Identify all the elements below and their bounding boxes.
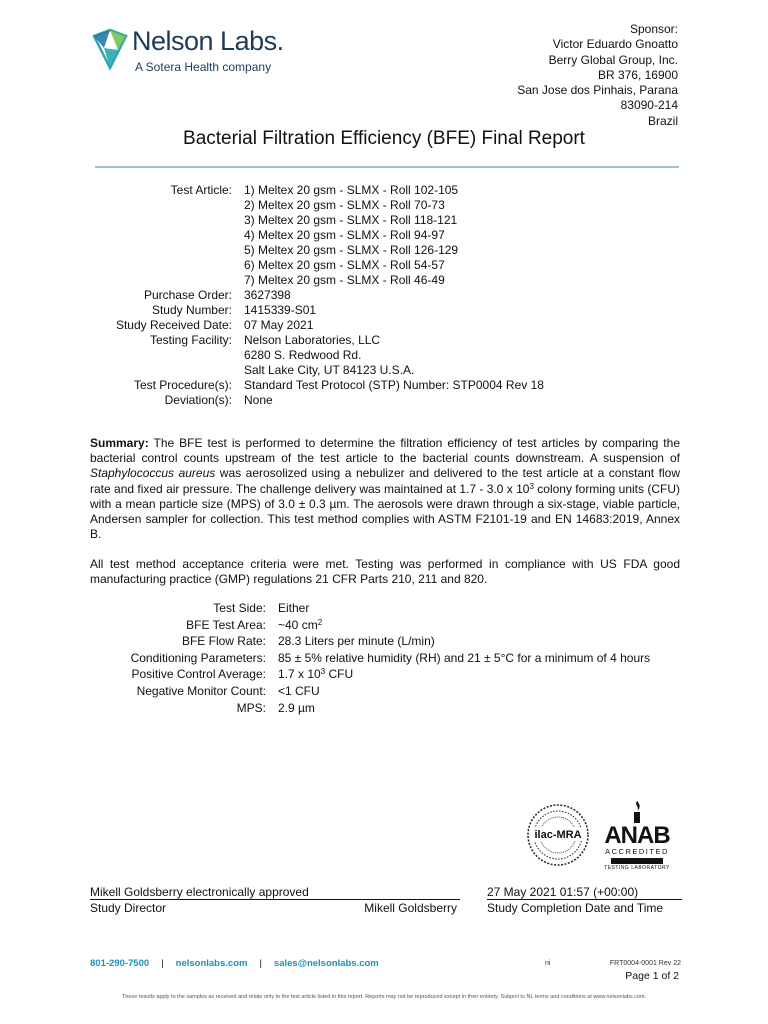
sponsor-line: Victor Eduardo Gnoatto xyxy=(552,37,678,52)
summary-text: The BFE test is performed to determine the filtration efficiency of test articles by comparing the bacterial control counts upstream of the test article to the bacterial counts downstream. A suspension of xyxy=(90,436,680,466)
anab-testing-lab: TESTING LABORATORY xyxy=(604,865,670,871)
acceptance-paragraph: All test method acceptance criteria were met. Testing was performed in compliance with US FDA good manufacturing practice (GMP) regulations 21 CFR Parts 210, 211 and 820. xyxy=(90,557,680,587)
ni-mark: ni xyxy=(545,960,551,967)
summary-text: was aerosolized using a nebulizer and delivered to the test article at a constant flow rate and fixed air pressure. The challenge delivery was maintained at 1.7 - 3.0 x 10 xyxy=(90,466,680,496)
phone-link[interactable]: 801-290-7500 xyxy=(90,958,150,969)
test-parameters-table xyxy=(90,600,690,716)
param-row xyxy=(90,666,690,683)
info-value: 07 May 2021 xyxy=(244,318,314,332)
email-link[interactable]: sales@nelsonlabs.com xyxy=(273,958,379,969)
logo-name: Nelson Labs. xyxy=(132,26,284,56)
sponsor-line: Sponsor: xyxy=(629,22,678,36)
info-row xyxy=(70,393,690,408)
study-director-label: Study Director xyxy=(90,901,167,915)
organism-name: Staphylococcus aureus xyxy=(90,466,216,481)
test-article-line: 4) Meltex 20 gsm - SLMX - Roll 94-97 xyxy=(244,228,445,242)
facility-line: Nelson Laboratories, LLC xyxy=(244,333,381,347)
anab-bar xyxy=(611,858,663,864)
info-value: Standard Test Protocol (STP) Number: STP0004 Rev 18 xyxy=(244,378,544,392)
info-row xyxy=(70,318,690,333)
date-line xyxy=(487,899,682,900)
param-label: Positive Control Average: xyxy=(131,667,266,682)
separator: | xyxy=(161,958,164,969)
info-row xyxy=(70,333,690,378)
study-info-table xyxy=(70,183,690,408)
completion-datetime: 27 May 2021 01:57 (+00:00) xyxy=(487,885,639,899)
info-value xyxy=(244,183,690,288)
info-value: 3627398 xyxy=(244,288,291,302)
website-link[interactable]: nelsonlabs.com xyxy=(175,958,248,969)
param-label: Negative Monitor Count: xyxy=(136,683,266,698)
separator: | xyxy=(259,958,262,969)
footer-contacts xyxy=(90,958,379,969)
param-label: Test Side: xyxy=(213,601,266,615)
sponsor-line: San Jose dos Pinhais, Parana xyxy=(517,83,678,98)
summary-label: Summary: xyxy=(90,436,149,450)
info-value: None xyxy=(244,393,273,407)
param-value: <1 CFU xyxy=(278,683,320,698)
svg-text:ilac-MRA: ilac-MRA xyxy=(534,829,582,841)
logo-tagline: A Sotera Health company xyxy=(135,60,272,74)
info-label: Deviation(s): xyxy=(164,393,232,407)
summary-paragraph xyxy=(90,436,680,542)
param-label: Conditioning Parameters: xyxy=(130,650,266,665)
nelson-labs-mark-icon xyxy=(90,28,130,72)
torch-icon xyxy=(629,800,645,824)
report-title: Bacterial Filtration Efficiency (BFE) Final Report xyxy=(183,128,585,149)
test-article-line: 7) Meltex 20 gsm - SLMX - Roll 46-49 xyxy=(244,273,445,287)
info-label: Study Received Date: xyxy=(115,318,232,332)
sponsor-line: Berry Global Group, Inc. xyxy=(548,52,678,67)
anab-logo xyxy=(597,800,677,872)
info-label: Test Procedure(s): xyxy=(133,378,232,392)
param-row xyxy=(90,617,690,634)
info-value xyxy=(244,333,690,378)
param-value: Either xyxy=(278,601,310,615)
param-row xyxy=(90,633,690,650)
param-label: BFE Flow Rate: xyxy=(181,634,266,649)
info-row xyxy=(70,378,690,393)
info-row xyxy=(70,303,690,318)
info-label: Test Article: xyxy=(170,183,232,197)
test-article-line: 3) Meltex 20 gsm - SLMX - Roll 118-121 xyxy=(244,213,458,227)
param-label: BFE Test Area: xyxy=(186,617,266,632)
param-row xyxy=(90,650,690,667)
param-row xyxy=(90,700,690,717)
title-divider xyxy=(95,166,679,168)
signature-line xyxy=(90,899,460,900)
param-value: 1.7 x $10^3$ CFU xyxy=(278,667,354,682)
param-value: 28.3 Liters per minute (L/min) xyxy=(278,634,435,649)
param-row xyxy=(90,683,690,700)
facility-line: Salt Lake City, UT 84123 U.S.A. xyxy=(244,363,415,377)
param-label: MPS: xyxy=(236,700,266,715)
param-row xyxy=(90,600,690,617)
page-number: Page 1 of 2 xyxy=(625,970,679,982)
sponsor-line: BR 376, 16900 xyxy=(597,67,678,82)
test-article-line: 6) Meltex 20 gsm - SLMX - Roll 54-57 xyxy=(244,258,445,272)
summary-text: colony forming units (CFU) with a mean particle size (MPS) of 3.0 ± 0.3 µm. The aerosols were drawn through a six-stage, viable particle, Andersen sampler for collection. This test method complies with ASTM F2101-19 and EN 14683:2019, Annex B. xyxy=(90,481,681,542)
disclaimer: These results apply to the samples as received and relate only to the test article listed in this report. Reports may not be reproduced except in their entirety. Subject to NL terms and conditions at www.nelsonlabs.com. xyxy=(121,994,647,1000)
info-row xyxy=(70,183,690,288)
sponsor-line: Brazil xyxy=(647,113,678,128)
exponent: 3 xyxy=(529,481,534,491)
anab-wordmark: ANAB xyxy=(604,822,670,849)
sponsor-line: 83090-214 xyxy=(620,98,678,113)
facility-line: 6280 S. Redwood Rd. xyxy=(244,348,362,362)
info-value: 1415339-S01 xyxy=(244,303,317,317)
test-article-line: 1) Meltex 20 gsm - SLMX - Roll 102-105 xyxy=(244,183,459,197)
study-director-name: Mikell Goldsberry xyxy=(364,901,457,915)
param-value: 85 ± 5% relative humidity (RH) and 21 ± 5°C for a minimum of 4 hours xyxy=(278,650,651,665)
ilac-seal-icon xyxy=(526,803,590,867)
info-label: Purchase Order: xyxy=(143,288,232,302)
form-number: FRT0004-0001 Rev 22 xyxy=(609,960,681,967)
approval-text: Mikell Goldsberry electronically approved xyxy=(90,885,309,899)
ilac-mra-logo xyxy=(526,803,590,867)
completion-date-label: Study Completion Date and Time xyxy=(487,901,664,915)
sponsor-block xyxy=(517,22,678,129)
info-row xyxy=(70,288,690,303)
param-value: ~40 $cm^2$ xyxy=(278,617,323,632)
nelson-labs-logo xyxy=(90,26,290,76)
test-article-line: 5) Meltex 20 gsm - SLMX - Roll 126-129 xyxy=(244,243,459,257)
param-value: 2.9 µm xyxy=(278,700,315,715)
info-label: Testing Facility: xyxy=(149,333,232,347)
test-article-line: 2) Meltex 20 gsm - SLMX - Roll 70-73 xyxy=(244,198,445,212)
info-label: Study Number: xyxy=(151,303,232,317)
anab-accredited: ACCREDITED xyxy=(605,847,669,856)
